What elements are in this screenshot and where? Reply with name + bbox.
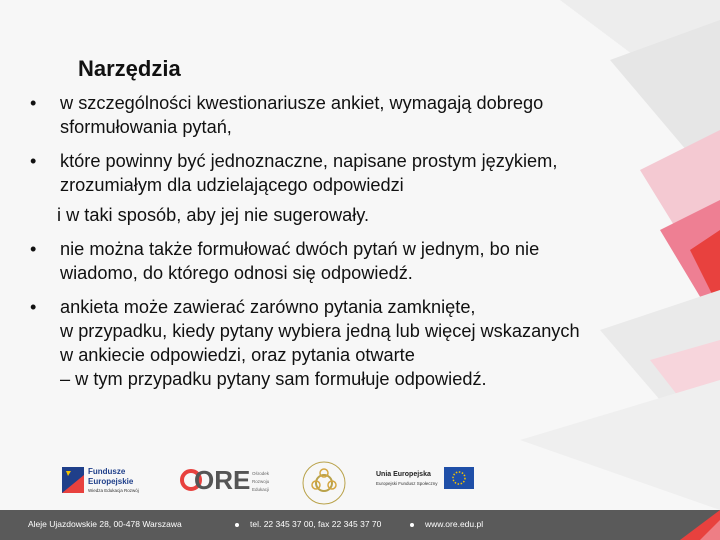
eu-flag-icon bbox=[444, 467, 474, 489]
unia-europejska-logo bbox=[376, 467, 476, 497]
footer-separator bbox=[410, 523, 414, 527]
fe-line1: Fundusze bbox=[88, 467, 126, 476]
ore-sub2: Rozwoju bbox=[252, 479, 270, 484]
bullet-line: wiadomo, do którego odnosi się odpowiedź. bbox=[60, 263, 413, 283]
bullet-item-3 bbox=[30, 237, 700, 285]
ue-line1: Unia Europejska bbox=[376, 471, 431, 478]
bullet-line: sformułowania pytań, bbox=[60, 117, 232, 137]
footer-phone: tel. 22 345 37 00, fax 22 345 37 70 bbox=[250, 519, 382, 529]
logos-row bbox=[0, 455, 720, 510]
bullet-item-2 bbox=[30, 149, 700, 227]
bullet-line: które powinny być jednoznaczne, napisane prostym językiem, bbox=[60, 151, 558, 171]
ore-sub1: Ośrodek bbox=[252, 471, 270, 476]
footer-address: Aleje Ujazdowskie 28, 00-478 Warszawa bbox=[28, 519, 182, 529]
bullet-line: w ankiecie odpowiedzi, oraz pytania otwarte bbox=[60, 345, 415, 365]
bullet-dot: • bbox=[30, 239, 37, 259]
fe-line2: Europejskie bbox=[88, 477, 134, 486]
bullet-line: zrozumiałym dla udzielającego odpowiedzi bbox=[60, 175, 404, 195]
ore-text: ORE bbox=[194, 465, 251, 495]
bullet-line: ankieta może zawierać zarówno pytania zamknięte, bbox=[60, 297, 476, 317]
bullet-dot: • bbox=[30, 297, 37, 317]
emblem-icon bbox=[300, 459, 348, 507]
fe-line3: Wiedza Edukacja Rozwój bbox=[88, 488, 139, 493]
ore-logo bbox=[180, 463, 270, 503]
bullet-line: i w taki sposób, aby jej nie sugerowały. bbox=[57, 205, 370, 225]
bullet-line: – w tym przypadku pytany sam formułuje odpowiedź. bbox=[60, 369, 487, 389]
bullet-item-1 bbox=[30, 91, 700, 139]
bullet-item-4 bbox=[30, 295, 700, 391]
bullet-line: w przypadku, kiedy pytany wybiera jedną lub więcej wskazanych bbox=[60, 321, 580, 341]
bullet-list bbox=[30, 91, 700, 401]
slide-title: Narzędzia bbox=[78, 56, 181, 81]
bullet-line: w szczególności kwestionariusze ankiet, wymagają dobrego bbox=[60, 93, 544, 113]
round-emblem-logo bbox=[300, 459, 348, 507]
fundusze-europejskie-logo bbox=[62, 463, 152, 503]
bullet-dot: • bbox=[30, 151, 37, 171]
bullet-dot: • bbox=[30, 93, 37, 113]
fe-stars-icon bbox=[62, 467, 84, 493]
bullet-line: nie można także formułować dwóch pytań w jednym, bo nie bbox=[60, 239, 540, 259]
footer-website[interactable]: www.ore.edu.pl bbox=[425, 519, 484, 529]
ore-sub3: Edukacji bbox=[252, 487, 270, 492]
ue-line2: Europejski Fundusz Społeczny bbox=[376, 481, 438, 486]
corner-triangle-icon bbox=[660, 510, 720, 540]
footer-bar bbox=[0, 510, 720, 540]
footer-separator bbox=[235, 523, 239, 527]
